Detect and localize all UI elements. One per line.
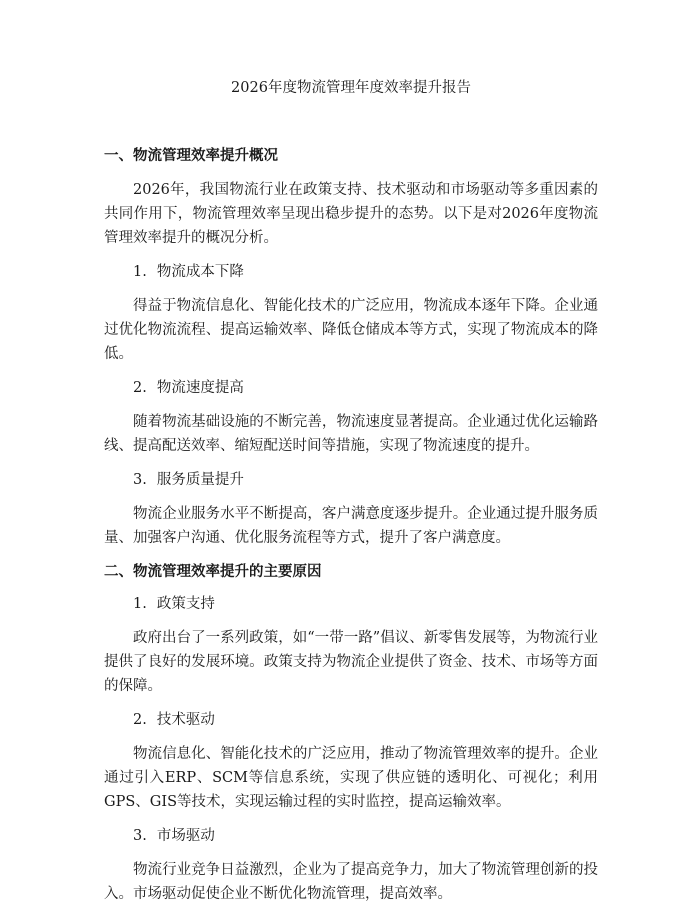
section-heading: 一、物流管理效率提升概况 — [104, 147, 278, 164]
item-number: 3. — [133, 472, 147, 488]
document-title: 2026年度物流管理年度效率提升报告 — [231, 80, 471, 96]
item-title: 市场驱动 — [156, 828, 215, 844]
item-body: 得益于物流信息化、智能化技术的广泛应用，物流成本逐年下降。企业通过优化物流流程、提高运输效率、降低仓储成本等方式，实现了物流成本的降低。 — [104, 298, 598, 362]
item-body: 随着物流基础设施的不断完善，物流速度显著提高。企业通过优化运输路线、提高配送效率、缩短配送时间等措施，实现了物流速度的提升。 — [104, 414, 598, 454]
list-item — [104, 594, 598, 698]
item-title: 技术驱动 — [156, 712, 215, 728]
item-number: 3. — [133, 828, 147, 844]
list-item — [104, 710, 598, 814]
item-title: 物流速度提高 — [156, 380, 244, 396]
sub-heading — [104, 378, 598, 398]
section-intro: 2026年，我国物流行业在政策支持、技术驱动和市场驱动等多重因素的共同作用下，物流管理效率呈现出稳步提升的态势。以下是对2026年度物流管理效率提升的概况分析。 — [104, 182, 598, 246]
list-item — [104, 378, 598, 458]
list-item — [104, 470, 598, 550]
item-number: 1. — [133, 596, 147, 612]
item-body: 物流信息化、智能化技术的广泛应用，推动了物流管理效率的提升。企业通过引入ERP、SCM等信息系统，实现了供应链的透明化、可视化；利用GPS、GIS等技术，实现运输过程的实时监控，提高运输效率。 — [104, 746, 598, 810]
item-number: 2. — [133, 380, 147, 396]
item-body: 物流行业竞争日益激烈，企业为了提高竞争力，加大了物流管理创新的投入。市场驱动促使企业不断优化物流管理，提高效率。 — [104, 862, 598, 902]
sub-heading — [104, 826, 598, 846]
section-reasons — [104, 562, 598, 906]
item-body: 政府出台了一系列政策，如“一带一路”倡议、新零售发展等，为物流行业提供了良好的发展环境。政策支持为物流企业提供了资金、技术、市场等方面的保障。 — [104, 630, 598, 694]
item-number: 2. — [133, 712, 147, 728]
item-body: 物流企业服务水平不断提高，客户满意度逐步提升。企业通过提升服务质量、加强客户沟通、优化服务流程等方式，提升了客户满意度。 — [104, 506, 598, 546]
item-title: 政策支持 — [156, 596, 215, 612]
sub-heading — [104, 594, 598, 614]
sub-heading — [104, 262, 598, 282]
section-overview — [104, 146, 598, 550]
item-title: 物流成本下降 — [156, 264, 244, 280]
sub-heading — [104, 710, 598, 730]
item-title: 服务质量提升 — [156, 472, 244, 488]
list-item — [104, 826, 598, 906]
item-number: 1. — [133, 264, 147, 280]
sub-heading — [104, 470, 598, 490]
document-page — [104, 78, 598, 918]
list-item — [104, 262, 598, 366]
section-heading: 二、物流管理效率提升的主要原因 — [104, 563, 322, 580]
